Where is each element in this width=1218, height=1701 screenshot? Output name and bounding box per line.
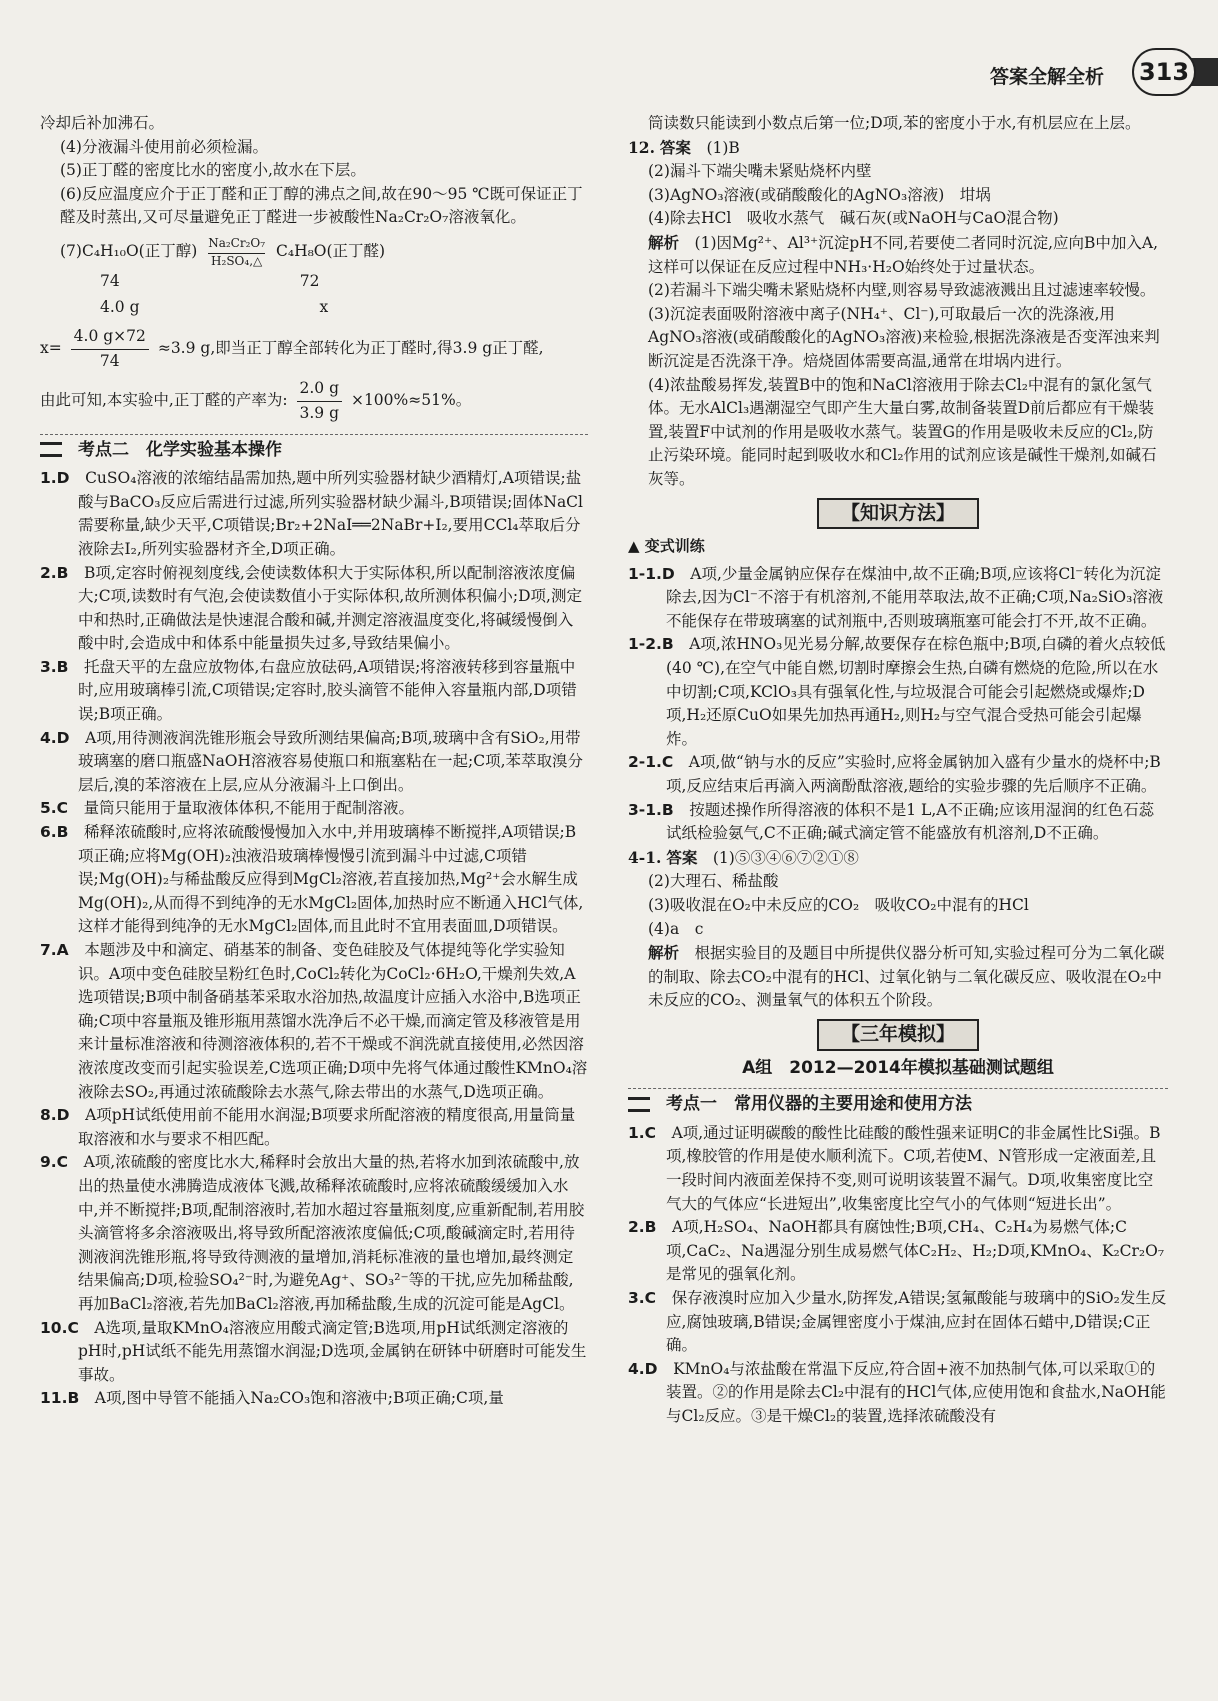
molar-mass-row [40,270,588,294]
text-line: 筒读数只能读到小数点后第一位;D项,苯的密度小于水,有机层应在上层。 [648,114,1141,132]
yield-calculation [40,377,588,425]
page-header [990,48,1218,98]
explanation-text: (3)沉淀表面吸附溶液中离子(NH₄⁺、Cl⁻),可取最后一次的洗涤液,用AgNO₃溶液(或硝酸酸化的AgNO₃溶液)来检验,根据洗涤液是否变浑浊来判断沉淀是否洗涤干净。焙烧固体需要高温,通常在坩埚内进行。 [648,304,1160,370]
item-text: A项,浓HNO₃见光易分解,故要保存在棕色瓶中;B项,白磷的着火点较低(40 ℃),在空气中能自燃,切割时摩擦会生热,白磷有燃烧的危险,所以在水中切割;C项,KClO₃具有强氧化性,与垃圾混合可能会引起燃烧或爆炸;D项,H₂还原CuO如果先加热再通H₂,则H₂与空气混合受热可能会引起爆炸。 [666,635,1166,748]
item-number: 6.B [40,823,69,842]
explanation-label: 解析 [648,943,680,963]
item-number: 12. [628,137,655,157]
answer-label: 答案 [666,847,698,867]
fraction [71,325,149,373]
item-number: 2-1.C [628,753,674,772]
product: C₄H₈O(正丁醛) [276,241,386,260]
item-number: 4-1. [628,847,662,867]
section-title: 考点一 常用仪器的主要用途和使用方法 [666,1094,972,1115]
numerator: 2.0 g [297,377,343,402]
subsection-heading: ▲ 变式训练 [628,537,705,556]
answer-part: (2)大理石、稀盐酸 [648,872,779,891]
item-number: 11.B [40,1389,80,1408]
banner-three-year-simulation [628,1019,1168,1051]
banner-knowledge-method [628,498,1168,530]
answer-item [628,633,1168,751]
yield-result: ×100%≈51%。 [350,391,472,410]
reactant: (7)C₄H₁₀O(正丁醇) [60,241,198,260]
answer-item [40,1317,588,1388]
condition-top: Na₂Cr₂O₇ [208,235,266,250]
section-heading [628,1088,1168,1117]
answer-item [628,563,1168,634]
item-number: 5.C [40,799,69,818]
item-number: 3-1.B [628,800,674,819]
section-icon [628,1097,650,1112]
item-number: 2.B [628,1218,657,1237]
answer-item [40,821,588,939]
item-text: 托盘天平的左盘应放物体,右盘应放砝码,A项错误;将溶液转移到容量瓶中时,应用玻璃棒引流,C项错误;定容时,胶头滴管不能伸入容量瓶内部,D项错误;B项正确。 [78,657,577,724]
answer-label: 答案 [659,137,691,157]
section-title: 考点二 化学实验基本操作 [78,439,282,460]
item-text: KMnO₄与浓盐酸在常温下反应,符合固+液不加热制气体,可以采取①的装置。②的作用是除去Cl₂中混有的HCl气体,应使用饱和食盐水,NaOH能与Cl₂反应。③是干燥Cl₂的装置,选择浓硫酸没有 [666,1359,1166,1425]
header-title: 答案全解全析 [990,66,1105,88]
answer-item [40,1104,588,1151]
answer-item [40,1387,588,1411]
explanation-label: 解析 [648,232,680,252]
answer-part: (2)漏斗下端尖嘴未紧贴烧杯内壁 [648,162,872,181]
item-number: 1-2.B [628,635,674,654]
text-line: (5)正丁醛的密度比水的密度小,故水在下层。 [60,161,366,180]
item-text: 本题涉及中和滴定、硝基苯的制备、变色硅胶及气体提纯等化学实验知识。A项中变色硅胶呈粉红色时,CoCl₂转化为CoCl₂·6H₂O,干燥剂失效,A选项错误;B项中制备硝基苯采取水浴加热,故温度计应插入水浴中,B选项正确;C项中容量瓶及锥形瓶用蒸馏水洗净后不必干燥,而滴定管及移液管是用来计量标准溶液和待测溶液体积的,若不干燥或不润洗就直接使用,必然因溶液浓度改变而引起实验误差,C选项正确;D项中先将气体通过酸性KMnO₄溶液除去SO₂,再通过浓硫酸除去水蒸气,除去带出的水蒸气,D选项正确。 [78,941,588,1101]
explanation-text: 根据实验目的及题目中所提供仪器分析可知,实验过程可分为二氧化碳的制取、除去CO₂中混有的HCl、过氧化钠与二氧化碳反应、吸收混在O₂中未反应的CO₂、测量氧气的体积五个阶段。 [648,944,1165,1010]
page-number: 313 [1132,48,1196,96]
explanation-text: (2)若漏斗下端尖嘴未紧贴烧杯内壁,则容易导致滤液溅出且过滤速率较慢。 [648,281,1156,300]
text-line: (6)反应温度应介于正丁醛和正丁醇的沸点之间,故在90～95 ℃既可保证正丁醛及时蒸出,又可尽量避免正丁醛进一步被酸性Na₂Cr₂O₇溶液氧化。 [60,184,583,227]
answer-part: (4)除去HCl 吸收水蒸气 碱石灰(或NaOH与CaO混合物) [648,209,1059,228]
x-calculation [40,325,588,373]
item-text: A选项,量取KMnO₄溶液应用酸式滴定管;B选项,用pH试纸测定溶液的pH时,pH试纸不能先用蒸馏水润湿;D选项,金属钠在研钵中研磨时可能发生事故。 [78,1318,587,1384]
item-text: A项,H₂SO₄、NaOH都具有腐蚀性;B项,CH₄、C₂H₄为易燃气体;C项,CaC₂、Na遇湿分别生成易燃气体C₂H₂、H₂;D项,KMnO₄、K₂Cr₂O₇是常见的强氧化剂。 [666,1218,1165,1284]
left-column [40,112,588,1411]
x-label: x= [40,339,62,358]
item-text: 量筒只能用于量取液体体积,不能用于配制溶液。 [83,799,415,818]
text-line: (4)分液漏斗使用前必须检漏。 [60,137,268,156]
banner-text: 【知识方法】 [817,498,979,530]
item-number: 1.D [40,469,70,488]
mass-1: 4.0 g [100,297,140,316]
item-number: 3.C [628,1288,657,1307]
mass-row [40,296,588,320]
molar-mass-2: 72 [299,271,320,290]
answer-part: (3)吸收混在O₂中未反应的CO₂ 吸收CO₂中混有的HCl [648,896,1029,914]
answer-item [628,799,1168,846]
fraction [297,377,343,425]
answer-item [40,1151,588,1316]
explanation [628,941,1168,1013]
item-text: CuSO₄溶液的浓缩结晶需加热,题中所列实验器材缺少酒精灯,A项错误;盐酸与BaCO₃反应后需进行过滤,所列实验器材缺少漏斗,B项错误;固体NaCl需要称量,缺少天平,C项错误;Br₂+2NaI══2NaBr+I₂,要用CCl₄萃取后分液除去I₂,所列实验器材齐全,D项正确。 [78,469,584,558]
item-text: A项,图中导管不能插入Na₂CO₃饱和溶液中;B项正确;C项,量 [94,1389,504,1408]
answer-item [40,939,588,1104]
answer-item [40,797,588,821]
explanation [628,231,1168,279]
item-text: 稀释浓硫酸时,应将浓硫酸慢慢加入水中,并用玻璃棒不断搅拌,A项错误;B项正确;应将Mg(OH)₂浊液沿玻璃棒慢慢引流到漏斗中过滤,C项错误;Mg(OH)₂与稀盐酸反应得到MgCl₂溶液,若直接加热,Mg²⁺会水解生成Mg(OH)₂,从而得不到纯净的无水MgCl₂固体,加热时应不断通入HCl气体,这样才能得到纯净的无水MgCl₂固体,而且此时不宜用表面皿,D项错误。 [78,823,584,936]
answer-part: (3)AgNO₃溶液(或硝酸酸化的AgNO₃溶液) 坩埚 [648,185,991,204]
answer-item [628,1287,1168,1358]
answer-line [628,136,1168,161]
item-text: A项pH试纸使用前不能用水润湿;B项要求所配溶液的精度很高,用量筒量取溶液和水与要求不相匹配。 [78,1106,576,1148]
mass-2: x [319,297,329,316]
item-number: 9.C [40,1153,69,1172]
numerator: 4.0 g×72 [71,325,149,350]
item-text: 按题述操作所得溶液的体积不是1 L,A不正确;应该用湿润的红色石蕊试纸检验氨气,C不正确;碱式滴定管不能盛放有机溶剂,D不正确。 [666,800,1155,843]
answer-item [40,562,588,656]
reaction-arrow [208,236,265,268]
answer-line [628,846,1168,871]
subsection-title: 变式训练 [644,537,705,556]
molar-mass-1: 74 [100,271,120,290]
item-text: A项,用待测液润洗锥形瓶会导致所测结果偏高;B项,玻璃中含有SiO₂,用带玻璃塞的磨口瓶盛NaOH溶液容易使瓶口和瓶塞粘在一起;C项,苯萃取溴分层后,溴的苯溶液在上层,应从分液漏斗上口倒出。 [78,728,584,794]
answer-item [40,727,588,798]
answer-item [40,467,588,561]
item-number: 1-1.D [628,564,675,583]
answer-item [628,1122,1168,1216]
yield-label: 由此可知,本实验中,正丁醛的产率为: [40,391,288,410]
answer-item [628,1358,1168,1429]
item-number: 2.B [40,563,69,582]
answer-part: (1)B [706,138,740,157]
condition-bottom: H₂SO₄,△ [211,253,263,268]
answer-item [628,1216,1168,1287]
answer-item [40,656,588,727]
answer-item [628,751,1168,798]
explanation-text: (1)因Mg²⁺、Al³⁺沉淀pH不同,若要使二者同时沉淀,应向B中加入A,这样可以保证在反应过程中NH₃·H₂O始终处于过量状态。 [648,233,1159,276]
item-text: 保存液溴时应加入少量水,防挥发,A错误;氢氟酸能与玻璃中的SiO₂发生反应,腐蚀玻璃,B错误;金属锂密度小于煤油,应封在固体石蜡中,D错误;C正确。 [666,1288,1167,1355]
item-text: A项,少量金属钠应保存在煤油中,故不正确;B项,应该将Cl⁻转化为沉淀除去,因为Cl⁻不溶于有机溶剂,不能用萃取法,故不正确;C项,Na₂SiO₃溶液不能保存在带玻璃塞的试剂瓶中,否则玻璃瓶塞可能会打不开,故不正确。 [666,564,1164,630]
item-number: 3.B [40,657,69,676]
right-column [628,112,1168,1428]
reaction-equation [40,236,588,268]
x-result: ≈3.9 g,即当正丁醇全部转化为正丁醛时,得3.9 g正丁醛, [157,339,544,358]
answer-part: (1)⑤③④⑥⑦②①⑧ [712,848,859,867]
item-number: 7.A [40,941,69,959]
item-text: B项,定容时俯视刻度线,会使读数体积大于实际体积,所以配制溶液浓度偏大;C项,读数时有气泡,会使读数值小于实际体积,故所测体积偏小;D项,测定中和热时,正确做法是快速混合酸和碱,并测定溶液温度变化,将碱缓慢倒入酸中时,会造成中和体系中能量损失过多,导致结果偏小。 [78,563,582,653]
item-text: A项,做“钠与水的反应”实验时,应将金属钠加入盛有少量水的烧杯中;B项,反应结束后再滴入两滴酚酞溶液,题给的实验步骤的先后顺序不正确。 [666,753,1161,796]
section-heading [40,434,588,463]
text-line: 冷却后补加沸石。 [40,114,165,132]
item-number: 8.D [40,1106,70,1125]
banner-text: 【三年模拟】 [817,1019,979,1051]
group-heading: A组 2012—2014年模拟基础测试题组 [742,1057,1054,1078]
item-text: A项,浓硫酸的密度比水大,稀释时会放出大量的热,若将水加到浓硫酸中,放出的热量使水沸腾造成液体飞溅,故稀释浓硫酸时,应将浓硫酸缓缓加入水中,并不断搅拌;B项,配制溶液时,若加水超过容量瓶刻度,应重新配制,若用胶头滴管将多余溶液吸出,将导致所配溶液浓度偏低;C项,酸碱滴定时,若用待测液润洗锥形瓶,将导致待测液的量增加,消耗标准液的量也增加,最终测定结果偏高;D项,检验SO₄²⁻时,为避免Ag⁺、SO₃²⁻等的干扰,应先加稀盐酸,再加BaCl₂溶液,若先加BaCl₂溶液,再加稀盐酸,生成的沉淀可能是AgCl。 [78,1153,585,1313]
item-number: 4.D [628,1359,658,1378]
item-number: 1.C [628,1123,657,1142]
explanation-text: (4)浓盐酸易挥发,装置B中的饱和NaCl溶液用于除去Cl₂中混有的氯化氢气体。无水AlCl₃遇潮湿空气即产生大量白雾,故制备装置D前后都应有干燥装置,装置F中试剂的作用是吸收水蒸气。装置G的作用是吸收未反应的Cl₂,防止污染环境。能同时起到吸收水和Cl₂作用的试剂应该是碱性干燥剂,如碱石灰等。 [648,375,1157,488]
denominator: 74 [99,351,120,370]
item-number: 4.D [40,728,70,747]
answer-part: (4)a c [648,919,704,938]
item-text: A项,通过证明碳酸的酸性比硅酸的酸性强来证明C的非金属性比Si强。B项,橡胶管的作用是使水顺利流下。C项,若使M、N管形成一定液面差,且一段时间内液面差保持不变,则可说明该装置不漏气。D项,收集密度比空气大的气体应“长进短出”,收集密度比空气小的气体则“短进长出”。 [666,1123,1161,1213]
denominator: 3.9 g [299,403,340,422]
item-number: 10.C [40,1318,79,1337]
section-icon [40,442,62,457]
